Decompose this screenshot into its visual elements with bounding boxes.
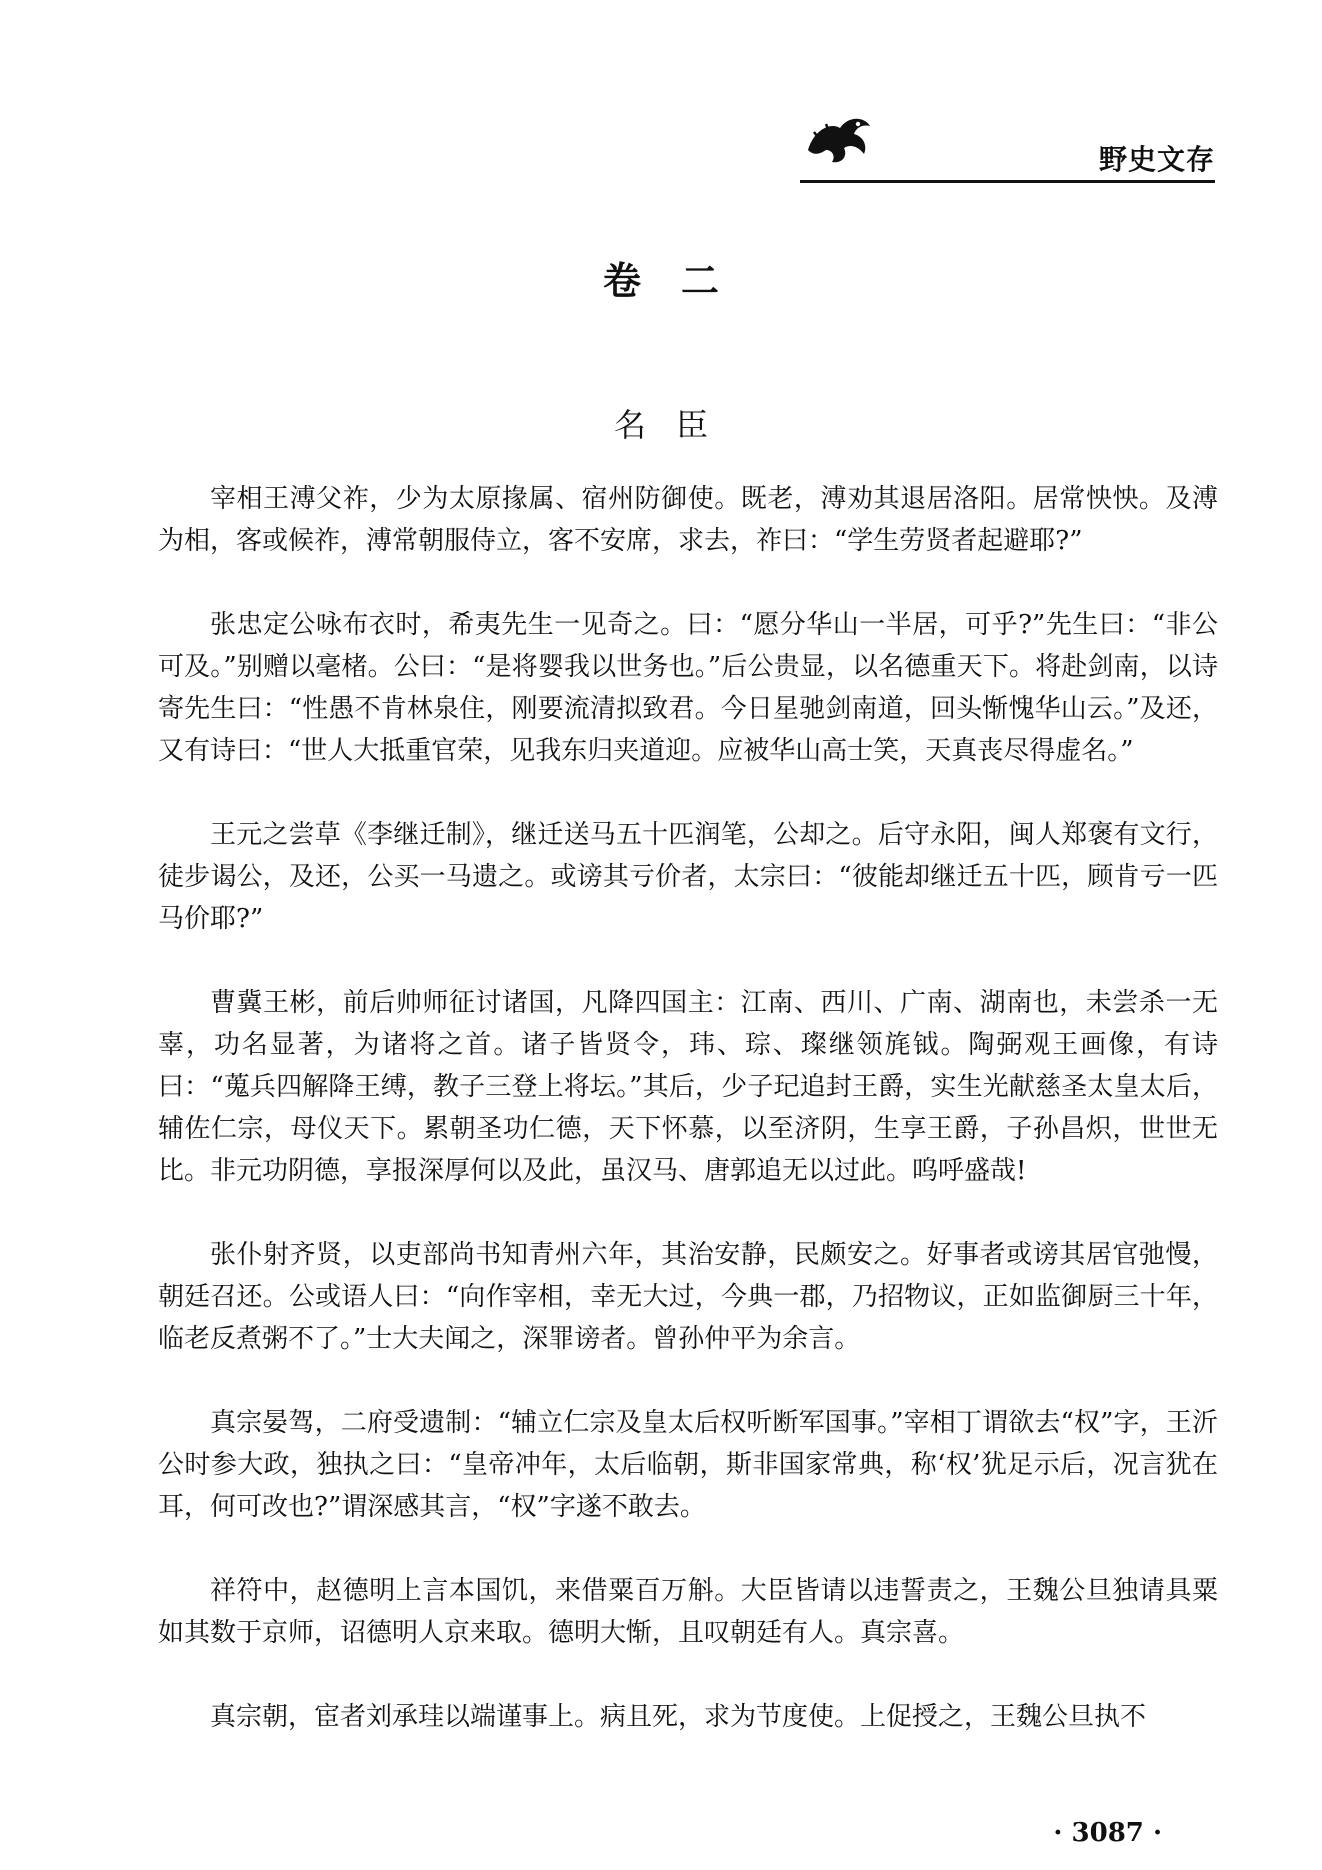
paragraph: 张仆射齐贤，以吏部尚书知青州六年，其治安静，民颇安之。好事者或谤其居官弛慢，朝廷召还。公或语人曰：“向作宰相，幸无大过，今典一郡，乃招物议，正如监御厨三十年，临老反煮粥不了。”士大夫闻之，深罪谤者。曾孙仲平为余言。 [158, 1240, 1218, 1354]
paragraph: 王元之尝草《李继迁制》，继迁送马五十匹润笔，公却之。后守永阳，闽人郑褒有文行，徒步谒公，及还，公买一马遗之。或谤其亏价者，太宗曰：“彼能却继迁五十匹，顾肯亏一匹马价耶?” [158, 820, 1218, 934]
page-number: · 3087 · [1053, 1818, 1162, 1848]
series-title: 野史文存 [1098, 143, 1215, 176]
section-title: 名臣 [613, 406, 738, 444]
dragon-emblem-icon [800, 110, 880, 170]
header-rule [800, 180, 1215, 183]
running-header [800, 110, 1215, 190]
volume-title: 卷二 [602, 259, 759, 303]
paragraph: 曹冀王彬，前后帅师征讨诸国，凡降四国主：江南、西川、广南、湖南也，未尝杀一无辜，功名显著，为诸将之首。诸子皆贤令，玮、琮、璨继领旄钺。陶弼观王画像，有诗曰：“蒐兵四解降王缚，教子三登上将坛。”其后，少子玘追封王爵，实生光献慈圣太皇太后，辅佐仁宗，母仪天下。累朝圣功仁德，天下怀慕，以至济阴，生享王爵，子孙昌炽，世世无比。非元功阴德，享报深厚何以及此，虽汉马、唐郭追无以过此。呜呼盛哉! [158, 988, 1218, 1186]
body-text [158, 478, 1218, 1780]
paragraph: 真宗晏驾，二府受遗制：“辅立仁宗及皇太后权听断军国事。”宰相丁谓欲去“权”字，王沂公时参大政，独执之曰：“皇帝冲年，太后临朝，斯非国家常典，称‘权’犹足示后，况言犹在耳，何可改也?”谓深感其言，“权”字遂不敢去。 [158, 1408, 1218, 1522]
paragraph: 祥符中，赵德明上言本国饥，来借粟百万斛。大臣皆请以违誓责之，王魏公旦独请具粟如其数于京师，诏德明人京来取。德明大惭，且叹朝廷有人。真宗喜。 [158, 1576, 1218, 1648]
paragraph: 张忠定公咏布衣时，希夷先生一见奇之。曰：“愿分华山一半居，可乎?”先生曰：“非公可及。”别赠以毫楮。公曰：“是将婴我以世务也。”后公贵显，以名德重天下。将赴剑南，以诗寄先生曰：“性愚不肯林泉住，刚要流清拟致君。今日星驰剑南道，回头惭愧华山云。”及还，又有诗曰：“世人大抵重官荣，见我东归夹道迎。应被华山高士笑，天真丧尽得虚名。” [158, 610, 1218, 766]
paragraph: 真宗朝，宦者刘承珪以端谨事上。病且死，求为节度使。上促授之，王魏公旦执不 [210, 1702, 1147, 1732]
paragraph: 宰相王溥父祚，少为太原掾属、宿州防御使。既老，溥劝其退居洛阳。居常怏怏。及溥为相，客或候祚，溥常朝服侍立，客不安席，求去，祚曰：“学生劳贤者起避耶?” [158, 484, 1218, 556]
